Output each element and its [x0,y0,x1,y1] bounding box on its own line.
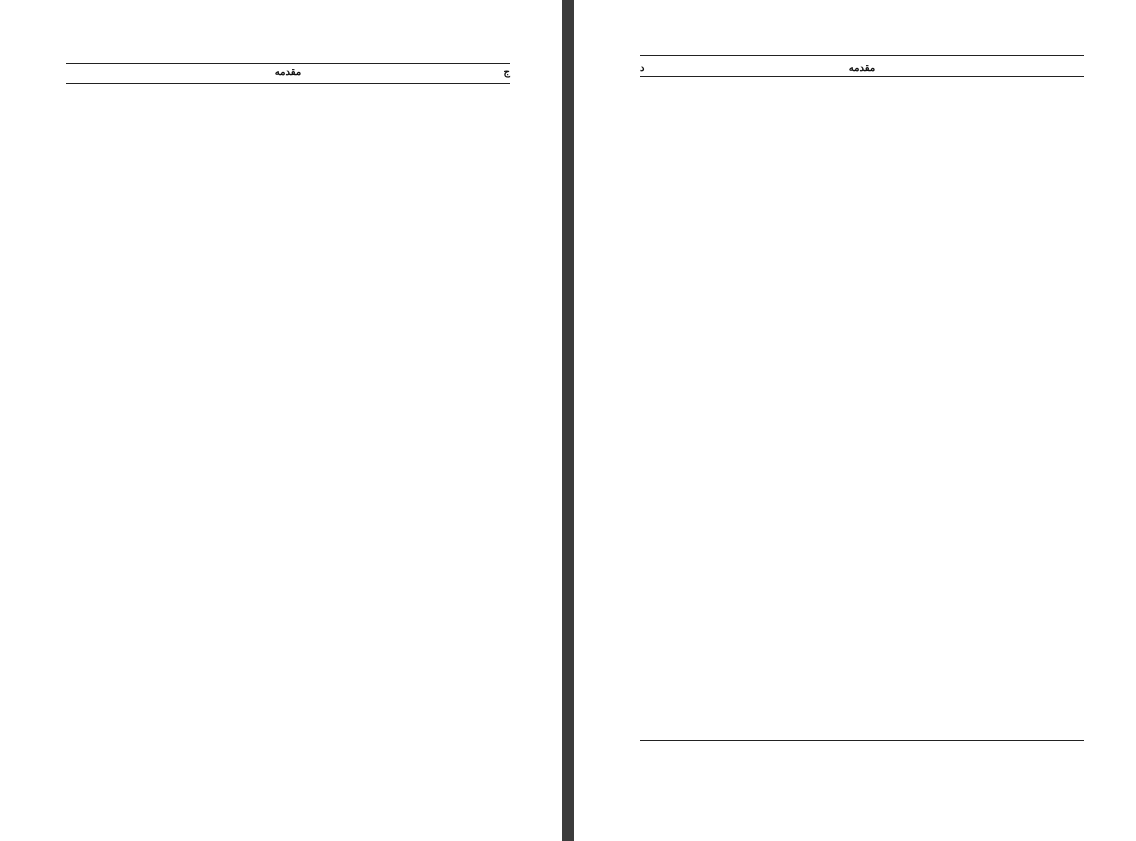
right-page [574,0,1136,841]
book-gutter [562,0,574,841]
right-header-rule-top [640,55,1084,56]
right-running-head: مقدمه [848,63,876,74]
footnote-text [640,746,1084,794]
left-header-rule-top [66,63,510,64]
left-page-header [66,66,510,80]
footnote-rule [640,740,1084,741]
left-header-rule-bottom [66,83,510,84]
left-running-head: مقدمه [274,67,302,78]
left-body-text [66,94,510,794]
right-body-text [640,89,1084,389]
left-page [0,0,562,841]
right-page-header [640,62,1084,76]
right-header-rule-bottom [640,76,1084,77]
left-folio: ج [503,67,510,78]
right-folio: د [640,63,645,74]
